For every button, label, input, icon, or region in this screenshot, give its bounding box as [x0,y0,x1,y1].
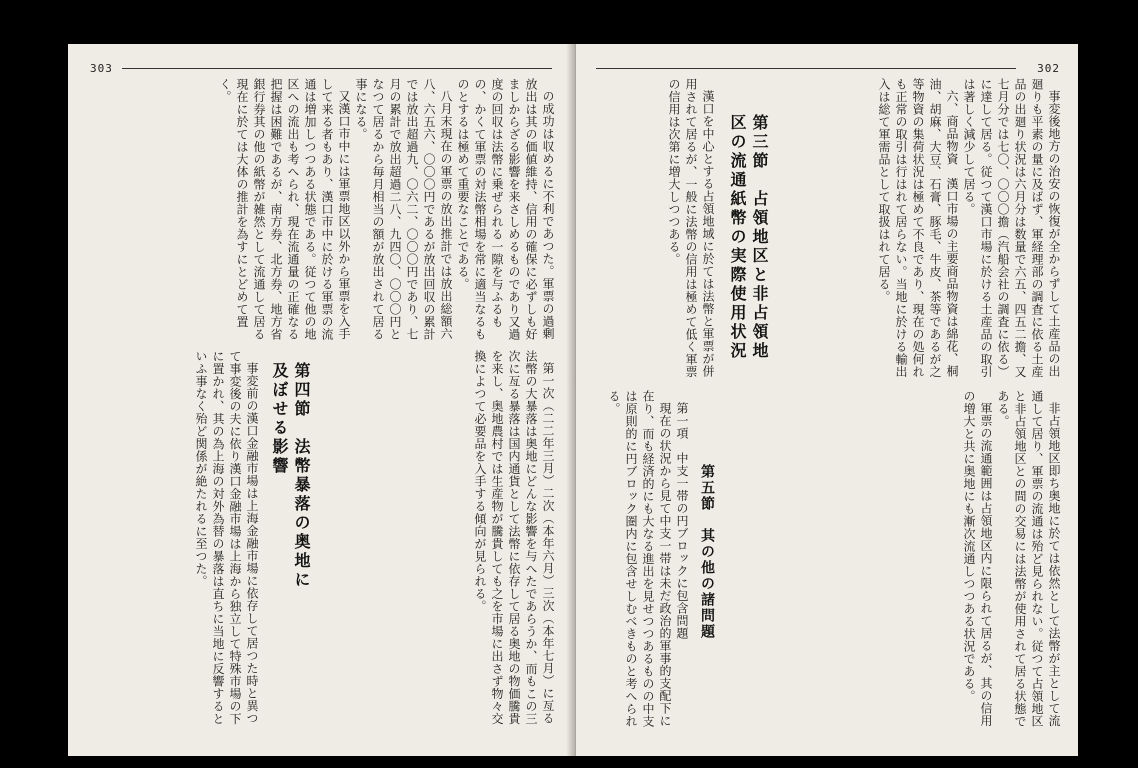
right-page [576,44,1078,756]
left-page [68,44,576,756]
paragraph: の成功は収めるに不利であつた。軍票の過剰放出は其の価値維持、信用の確保に必ずしも好ましからざる影響を来さしめるものであり又過度の回収は法幣に乗ぜられる一隙を与ふるもの、かくて軍票の対法幣相場を常に適当なるものとするは極めて重要なことである。 [456,78,555,341]
paragraph: 事変後地方の治安の恢復が全からずして土産品の出廻りも平素の量に及ばず、軍経理部の調査に依る土産品の出廻り状況は六月分は数量で六五、四五二擔、又七月分では七〇、〇〇〇擔（汽船会社の調査に依る）に達して居る。従つて漢口市場に於ける土産品の取引は著しく減少して居る。 [962,78,1061,378]
paragraph: 現在の状況から見て中支一帯は未だ政治的軍事的支配下に在り、而も経済的にも大なる進出を見せつつあるものの中支は原則的に円ブロック圏内に包含せしむべきものと考へられる。 [607,390,672,728]
paragraph: 八月末現在の軍票の放出推計では放出総額六八、六五六、〇〇〇円であるが放出回収の累計では放出超過九、〇六二、〇〇〇円であり、七月の累計で放出超過二八、九四〇、〇〇〇円となつて居るから毎月相当の額が放出されて居る事になる。 [354,78,453,341]
left-header-rule [122,68,552,69]
right-header-rule [596,68,1016,69]
paragraph: 六、商品物資 漢口市場の主要商品物資は綿花、桐油、胡麻、大豆、石膏、豚毛、牛皮、茶等であるが之等物資の集荷状況は極めて不良であり、現在の処何れも正常の取引は行はれて居らない。当地に於ける輸出入は総て軍需品として取扱はれて居る。 [877,78,959,378]
right-lower-text-b [590,390,690,730]
section-4-heading: 第四節 法幣暴落の奥地に及ぼせる影響 [270,362,311,590]
paragraph: 軍票の流通範囲は占領地区内に限られて居るが、其の信用の増大と共に奥地にも漸次流通しつつある状況である。 [962,390,993,727]
book-spread [68,44,1078,756]
paragraph: 漢口を中心とする占領地域に於ては法幣と軍票が併用されて居るが、一般に法幣の信用は極めて低く軍票の信用は次第に増大しつつある。 [667,78,715,378]
paragraph: 第一項 中支一帯の円ブロックに包含問題 [675,402,689,640]
paragraph: 又漢口市中には軍票地区以外から軍票を入手して来る者もあり、漢口市中に於ける軍票の流通は増加しつつある状態である。従つて他の地区への流出も考へられ、現在流通量の正確なる把握は困難であるが、南方券、北方券、地方省銀行券其の他の紙幣が雑然として流通して居る現在に於ては大体の推計を為すにとどめて置く。 [218,78,351,341]
right-upper-text [822,78,1062,378]
section-5-heading: 第五節 其の他の諸問題 [699,464,715,640]
left-lower-text-b [80,350,260,730]
left-page-number: 303 [90,62,113,75]
left-lower-text-a [316,350,556,730]
paragraph: 事変前の漢口金融市場は上海金融市場に依存して居つた時と異つて事変後の夫に依り漢口金融市場は上海から独立して特殊市場の下に置かれ、其の為上海の対外為替の暴落は直ちに当地に反響するといふ事なく殆ど関係が絶たれるに至つた。 [194,350,259,725]
right-upper-text-b [596,78,716,378]
section-3-heading: 第三節 占領地区と非占領地区の流通紙幣の実際使用状況 [728,114,769,361]
right-lower-text-a [762,390,1062,730]
paragraph: 非占領地区即ち奥地に於ては依然として法幣が主として流通して居り、軍票の流通は殆ど見られない。従つて占領地区と非占領地区との間の交易には法幣が使用されて居る状態である。 [996,390,1061,728]
right-page-number: 302 [1037,62,1060,75]
paragraph: 第一次（二二年三月）二次（本年六月）三次（本年七月）に亙る法幣の大暴落は奥地にどんな影響を与へたであらうか、而もこの三次に亙る暴落は国内通貨として法幣に依存して居る奥地の物価騰貴を来し、奥地農村では生産物が騰貴しても之を市場に出さず物々交換によつて必要品を入手する傾向が見られる。 [473,350,555,725]
left-upper-text [136,78,556,346]
